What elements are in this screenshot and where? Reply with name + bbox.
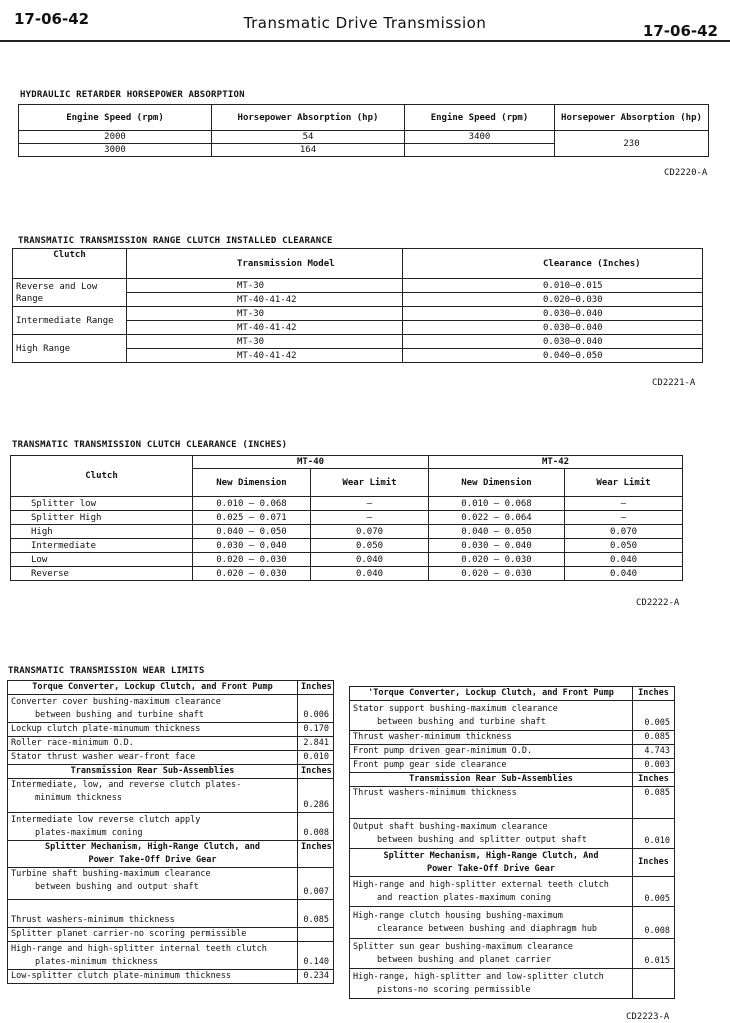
range-clutch-name: Reverse and Low Range <box>13 279 127 307</box>
clearance-value: 0.050 <box>565 539 683 553</box>
clearance-value: 0.040 <box>311 553 429 567</box>
item-line: between bushing and planet carrier <box>377 954 551 965</box>
section-header: 'Torque Converter, Lockup Clutch, and Front Pump <box>350 687 633 701</box>
clearance-value: 0.020 – 0.030 <box>429 567 565 581</box>
section-header: Transmission Rear Sub-Assemblies <box>350 773 633 787</box>
clutch-col-header: Clutch <box>11 456 193 497</box>
clearance-value: 0.010 – 0.068 <box>193 497 311 511</box>
item-line: between bushing and turbine shaft <box>35 709 204 720</box>
new-dimension-header: New Dimension <box>193 469 311 497</box>
clearance-value: – <box>311 511 429 525</box>
item-value: 0.010 <box>298 751 334 765</box>
item-line: Intermediate low reverse clutch apply <box>11 814 201 825</box>
item-value: 0.015 <box>633 939 675 969</box>
clearance-value: 0.040 – 0.050 <box>429 525 565 539</box>
wear-limit-header: Wear Limit <box>565 469 683 497</box>
retarder-cell: 230 <box>555 131 709 157</box>
clearance-value: 0.050 <box>311 539 429 553</box>
item-value: 0.006 <box>298 695 334 723</box>
range-clearance: 0.040–0.050 <box>403 349 703 363</box>
clearance-value: 0.020 – 0.030 <box>193 553 311 567</box>
clutch-clearance-title: TRANSMATIC TRANSMISSION CLUTCH CLEARANCE (INCHES) <box>12 440 288 450</box>
clearance-value: – <box>311 497 429 511</box>
item-line: Thrust washer-minimum thickness <box>350 731 633 745</box>
clearance-value: 0.020 – 0.030 <box>193 567 311 581</box>
item-value <box>298 928 334 942</box>
item-line: Intermediate, low, and reverse clutch plates- <box>11 780 242 790</box>
range-header: Clearance (Inches) <box>403 249 703 279</box>
range-header: Transmission Model <box>127 249 403 279</box>
item-value: 0.008 <box>633 907 675 939</box>
section-header: Power Take-Off Drive Gear <box>88 855 217 865</box>
item-value: 0.007 <box>298 868 334 900</box>
range-model: MT-30 <box>127 307 403 321</box>
range-model: MT-30 <box>127 279 403 293</box>
range-model: MT-40-41-42 <box>127 293 403 307</box>
retarder-header: Horsepower Absorption (hp) <box>555 105 709 131</box>
clearance-value: 0.010 – 0.068 <box>429 497 565 511</box>
retarder-cell: 2000 <box>19 131 212 144</box>
wear-limits-left-table <box>7 680 334 984</box>
item-line: High-range and high-splitter internal teeth clutch <box>11 943 267 954</box>
item-line: Stator support bushing-maximum clearance <box>353 703 558 714</box>
item-value: 0.008 <box>298 813 334 841</box>
figure-code: CD2223-A <box>626 1012 670 1022</box>
page-number-right: 17-06-42 <box>642 22 718 40</box>
item-value: 0.005 <box>633 877 675 907</box>
item-value <box>633 969 675 999</box>
item-line: High-range and high-splitter external teeth clutch <box>353 879 609 890</box>
item-value: 0.286 <box>298 779 334 813</box>
section-header: Splitter Mechanism, High-Range Clutch, and <box>45 842 260 852</box>
clearance-value: 0.070 <box>565 525 683 539</box>
figure-code: CD2222-A <box>636 598 680 608</box>
clearance-value: 0.030 – 0.040 <box>429 539 565 553</box>
clutch-name: Splitter High <box>11 511 193 525</box>
clearance-value: 0.040 – 0.050 <box>193 525 311 539</box>
inches-header: Inches <box>298 841 334 868</box>
item-line: pistons-no scoring permissible <box>377 984 531 995</box>
retarder-header: Engine Speed (rpm) <box>405 105 555 131</box>
item-line: Thrust washers-minimum thickness <box>350 787 633 819</box>
item-value: 0.170 <box>298 723 334 737</box>
clearance-value: – <box>565 511 683 525</box>
item-line: Front pump driven gear-minimum O.D. <box>350 745 633 759</box>
inches-header: Inches <box>298 765 334 779</box>
item-line: plates-maximum coning <box>35 827 143 838</box>
new-dimension-header: New Dimension <box>429 469 565 497</box>
retarder-cell: 3400 <box>405 131 555 144</box>
item-line: Turbine shaft bushing-maximum clearance <box>11 869 211 879</box>
item-line: Stator thrust washer wear-front face <box>8 751 298 765</box>
model-header-mt40: MT-40 <box>193 456 429 469</box>
retarder-table <box>18 104 709 157</box>
item-value: 0.234 <box>298 970 334 984</box>
item-value: 0.085 <box>298 900 334 928</box>
section-header: Torque Converter, Lockup Clutch, and Front Pump <box>8 681 298 695</box>
range-clearance: 0.010–0.015 <box>403 279 703 293</box>
item-line: and reaction plates-maximum coning <box>377 892 551 903</box>
clearance-value: 0.040 <box>565 567 683 581</box>
item-value: 0.010 <box>633 819 675 849</box>
item-line: High-range clutch housing bushing-maximum <box>353 910 563 921</box>
range-model: MT-40-41-42 <box>127 321 403 335</box>
retarder-cell: 164 <box>212 144 405 157</box>
clutch-name: High <box>11 525 193 539</box>
item-value: 0.003 <box>633 759 675 773</box>
item-line: Splitter sun gear bushing-maximum clearance <box>353 941 574 952</box>
inches-header: Inches <box>633 687 675 701</box>
item-line: Lockup clutch plate-minumum thickness <box>8 723 298 737</box>
wear-limit-header: Wear Limit <box>311 469 429 497</box>
clearance-value: 0.040 <box>311 567 429 581</box>
range-clutch-name: Intermediate Range <box>13 307 127 335</box>
retarder-title: HYDRAULIC RETARDER HORSEPOWER ABSORPTION <box>20 90 245 100</box>
retarder-cell: 54 <box>212 131 405 144</box>
header-rule <box>0 40 730 42</box>
retarder-cell <box>405 144 555 157</box>
inches-header: Inches <box>633 773 675 787</box>
clutch-name: Splitter low <box>11 497 193 511</box>
clutch-name: Low <box>11 553 193 567</box>
item-line: plates-minimum thickness <box>35 956 158 967</box>
clutch-clearance-table <box>10 455 683 581</box>
range-model: MT-30 <box>127 335 403 349</box>
range-clearance: 0.030–0.040 <box>403 335 703 349</box>
retarder-header: Horsepower Absorption (hp) <box>212 105 405 131</box>
clearance-value: 0.070 <box>311 525 429 539</box>
item-value: 2.841 <box>298 737 334 751</box>
clearance-value: 0.030 – 0.040 <box>193 539 311 553</box>
item-value: 0.140 <box>298 942 334 970</box>
range-clutch-title: TRANSMATIC TRANSMISSION RANGE CLUTCH INSTALLED CLEARANCE <box>18 236 333 246</box>
item-line: Output shaft bushing-maximum clearance <box>353 821 548 832</box>
inches-header: Inches <box>633 849 675 877</box>
range-clearance: 0.030–0.040 <box>403 307 703 321</box>
model-header-mt42: MT-42 <box>429 456 683 469</box>
range-clearance: 0.020–0.030 <box>403 293 703 307</box>
clutch-name: Reverse <box>11 567 193 581</box>
clearance-value: 0.025 – 0.071 <box>193 511 311 525</box>
item-value: 0.085 <box>633 787 675 819</box>
clearance-value: 0.022 – 0.064 <box>429 511 565 525</box>
item-line: Roller race-minimum O.D. <box>8 737 298 751</box>
range-clutch-table <box>12 248 703 363</box>
item-value: 0.005 <box>633 701 675 731</box>
item-line: clearance between bushing and diaphragm hub <box>377 923 598 934</box>
clutch-name: Intermediate <box>11 539 193 553</box>
item-value: 4.743 <box>633 745 675 759</box>
section-header: Splitter Mechanism, High-Range Clutch, And <box>383 850 599 861</box>
figure-code: CD2221-A <box>652 378 696 388</box>
item-value: 0.085 <box>633 731 675 745</box>
section-header: Power Take-Off Drive Gear <box>427 863 555 874</box>
clearance-value: 0.040 <box>565 553 683 567</box>
range-clutch-name: High Range <box>13 335 127 363</box>
item-line: between bushing and splitter output shaft <box>377 834 587 845</box>
range-header: Clutch <box>13 249 127 279</box>
item-line: between bushing and turbine shaft <box>377 716 546 727</box>
clearance-value: – <box>565 497 683 511</box>
wear-limits-right-table <box>349 686 675 999</box>
retarder-cell: 3000 <box>19 144 212 157</box>
item-line: Front pump gear side clearance <box>350 759 633 773</box>
range-model: MT-40-41-42 <box>127 349 403 363</box>
page-title: Transmatic Drive Transmission <box>243 14 487 32</box>
item-line: Converter cover bushing-maximum clearance <box>11 696 221 707</box>
item-line: Thrust washers-minimum thickness <box>8 900 298 928</box>
section-header: Transmission Rear Sub-Assemblies <box>8 765 298 779</box>
item-line: High-range, high-splitter and low-splitter clutch <box>353 971 604 982</box>
figure-code: CD2220-A <box>664 168 708 178</box>
retarder-header: Engine Speed (rpm) <box>19 105 212 131</box>
inches-header: Inches <box>298 681 334 695</box>
clearance-value: 0.020 – 0.030 <box>429 553 565 567</box>
wear-limits-title: TRANSMATIC TRANSMISSION WEAR LIMITS <box>8 666 205 676</box>
item-line: between bushing and output shaft <box>35 882 199 892</box>
item-line: Low-splitter clutch plate-minimum thickness <box>8 970 298 984</box>
item-line: minimum thickness <box>35 793 122 803</box>
item-line: Splitter planet carrier-no scoring permissible <box>8 928 298 942</box>
range-clearance: 0.030–0.040 <box>403 321 703 335</box>
page-number-left: 17-06-42 <box>14 10 90 28</box>
